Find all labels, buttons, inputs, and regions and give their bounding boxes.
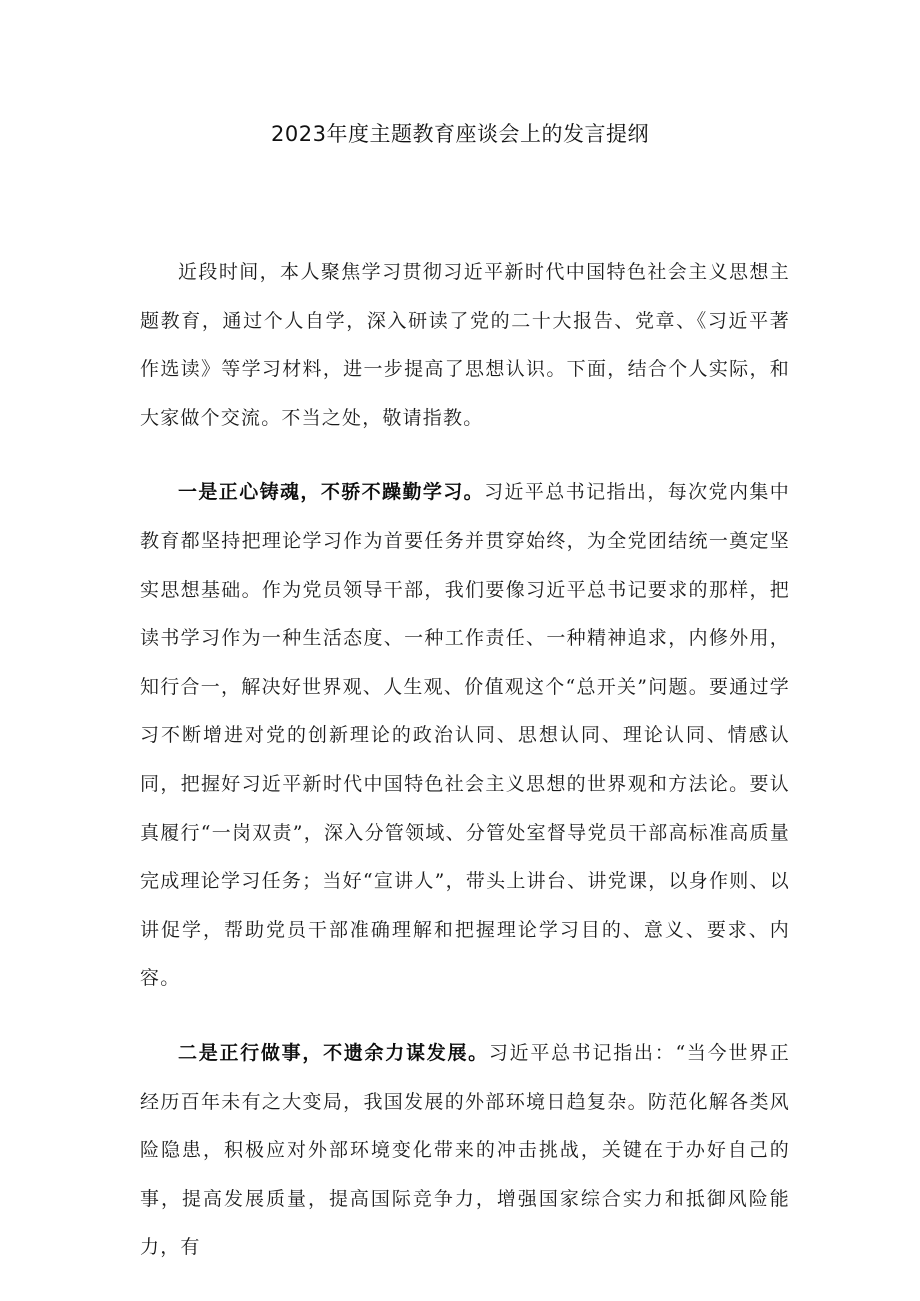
paragraph-text: 习近平总书记指出，每次党内集中教育都坚持把理论学习作为首要任务并贯穿始终，为全党团结统一奠定坚实思想基础。作为党员领导干部，我们要像习近平总书记要求的那样，把读书学习作为一种生活态度、一种工作责任、一种精神追求，内修外用，知行合一，解决好世界观、人生观、价值观这个“总开关”问题。要通过学习不断增进对党的创新理论的政治认同、思想认同、理论认同、情感认同，把握好习近平新时代中国特色社会主义思想的世界观和方法论。要认真履行“一岗双责”，深入分管领域、分管处室督导党员干部高标准高质量完成理论学习任务；当好“宣讲人”，带头上讲台、讲党课，以身作则、以讲促学，帮助党员干部准确理解和把握理论学习目的、意义、要求、内容。 (140, 481, 790, 990)
paragraph-text: 习近平总书记指出：“当今世界正经历百年未有之大变局，我国发展的外部环境日趋复杂。防范化解各类风险隐患，积极应对外部环境变化带来的冲击挑战，关键在于办好自己的事，提高发展质量，提高国际竞争力，增强国家综合实力和抵御风险能力，有 (140, 1041, 790, 1259)
paragraph-intro (140, 248, 790, 442)
paragraph-point-two (140, 1029, 790, 1272)
document-body (140, 248, 790, 1298)
paragraph-point-one (140, 468, 790, 1003)
paragraph-lead: 一是正心铸魂，不骄不躁勤学习。 (178, 481, 485, 504)
paragraph-text: 近段时间，本人聚焦学习贯彻习近平新时代中国特色社会主义思想主题教育，通过个人自学，深入研读了党的二十大报告、党章、《习近平著作选读》等学习材料，进一步提高了思想认识。下面，结合个人实际，和大家做个交流。不当之处，敬请指教。 (140, 261, 790, 429)
paragraph-lead: 二是正行做事，不遗余力谋发展。 (178, 1041, 489, 1064)
document-title: 2023年度主题教育座谈会上的发言提纲 (271, 122, 649, 146)
